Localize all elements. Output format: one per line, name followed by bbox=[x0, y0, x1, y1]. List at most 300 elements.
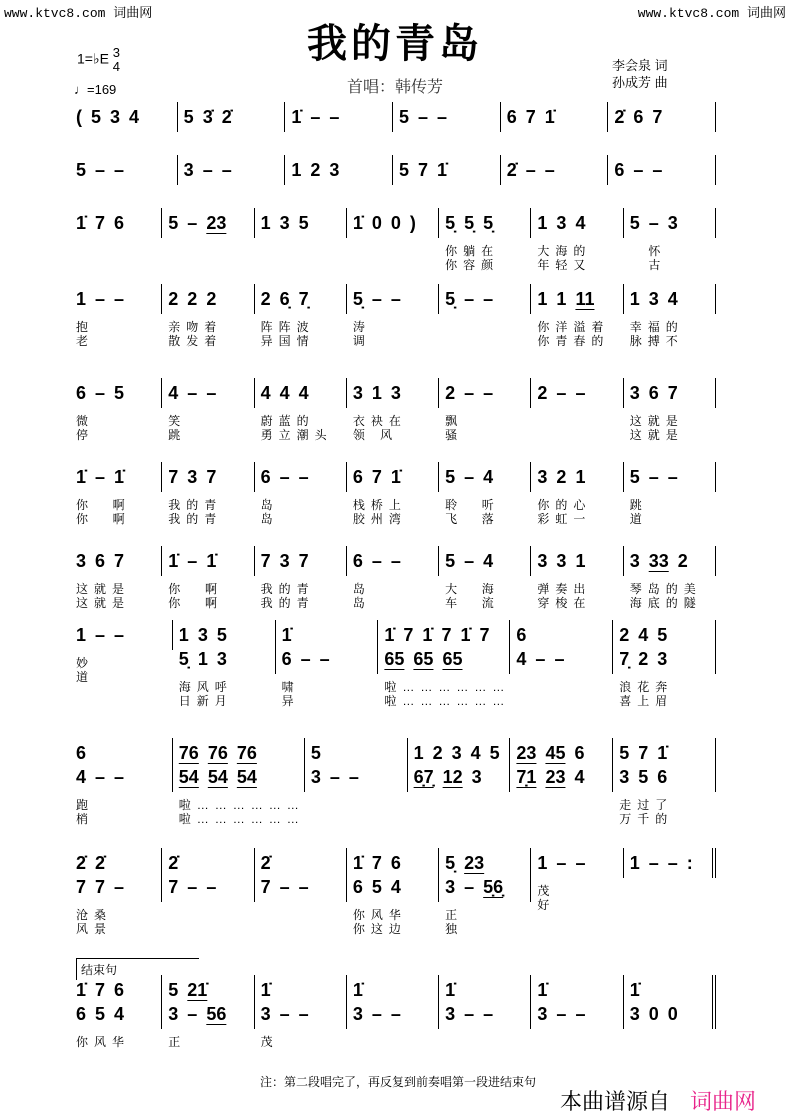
note: 3 bbox=[76, 551, 87, 571]
note: 7 bbox=[418, 160, 429, 180]
lyric-line-1: 栈桥上 bbox=[352, 498, 407, 512]
measure bbox=[255, 975, 347, 1063]
upper-voice bbox=[516, 741, 612, 765]
score-row bbox=[70, 620, 716, 708]
note: 7 bbox=[206, 467, 217, 487]
note: 1̇ bbox=[76, 980, 87, 1000]
hold-dash: – bbox=[95, 289, 106, 309]
hold-dash: – bbox=[187, 213, 198, 233]
lyrics bbox=[70, 414, 162, 442]
note: 1̇ bbox=[76, 213, 87, 233]
measure bbox=[255, 848, 347, 936]
hold-dash: – bbox=[114, 877, 125, 897]
note: 6̣7̣ bbox=[413, 767, 434, 787]
note: 23 bbox=[206, 213, 227, 233]
measure bbox=[162, 546, 254, 610]
lyrics bbox=[347, 908, 439, 936]
lyrics bbox=[70, 656, 173, 684]
note: 1̇ bbox=[460, 625, 471, 645]
measure-notes bbox=[531, 462, 623, 492]
source-credit bbox=[560, 1085, 756, 1116]
measure bbox=[531, 462, 623, 526]
note: 2̇ bbox=[76, 853, 87, 873]
note: 5 bbox=[183, 107, 194, 127]
hold-dash: – bbox=[202, 160, 213, 180]
hold-dash: – bbox=[464, 383, 475, 403]
note: 5 bbox=[310, 743, 321, 763]
note: 2̇ bbox=[95, 853, 106, 873]
note: 1 bbox=[76, 625, 87, 645]
upper-voice bbox=[261, 465, 346, 489]
lyric-line-2: 这就是 bbox=[76, 596, 131, 610]
lyric-line-2 bbox=[516, 694, 613, 708]
hold-dash: – bbox=[483, 1004, 494, 1024]
note: 5 bbox=[489, 743, 500, 763]
note: 6 bbox=[390, 853, 401, 873]
note: 1̇ bbox=[352, 213, 363, 233]
measure-notes bbox=[439, 546, 531, 576]
lyric-line-1 bbox=[76, 244, 162, 258]
upper-voice bbox=[630, 211, 715, 235]
measure bbox=[347, 975, 439, 1063]
note: 6 bbox=[574, 743, 585, 763]
lyric-line-2: 日新月 bbox=[178, 694, 233, 708]
lyric-line-1: 跳 bbox=[629, 498, 648, 512]
measure-notes bbox=[439, 462, 531, 492]
note: 3 bbox=[352, 1004, 363, 1024]
measure bbox=[531, 546, 623, 610]
lyric-line-2 bbox=[311, 812, 408, 826]
upper-voice bbox=[414, 741, 510, 765]
upper-voice bbox=[179, 741, 304, 765]
measure-notes bbox=[255, 462, 347, 492]
hold-dash: – bbox=[667, 853, 678, 873]
hold-dash: – bbox=[114, 289, 125, 309]
upper-voice bbox=[168, 978, 253, 1002]
lyrics bbox=[255, 1035, 347, 1063]
lyric-line-1: 涛 bbox=[352, 320, 371, 334]
note: 5 bbox=[399, 107, 410, 127]
measure-notes bbox=[531, 284, 623, 314]
lyric-line-1: 衣袂在 bbox=[352, 414, 407, 428]
lyric-line-1 bbox=[537, 414, 623, 428]
hold-dash: – bbox=[464, 1004, 475, 1024]
lyrics bbox=[531, 498, 623, 526]
lyrics bbox=[439, 320, 531, 348]
note: 6 bbox=[76, 743, 87, 763]
measure-notes bbox=[255, 546, 347, 576]
lyric-line-1 bbox=[261, 244, 347, 258]
note: 1 bbox=[178, 625, 189, 645]
note: 1̇ bbox=[114, 467, 125, 487]
note: 3̇ bbox=[202, 107, 213, 127]
note: 4 bbox=[575, 213, 586, 233]
lyric-line-1: 怀 bbox=[629, 244, 667, 258]
upper-voice bbox=[353, 381, 438, 405]
lyric-line-2 bbox=[261, 1049, 347, 1063]
note: 5 bbox=[168, 213, 179, 233]
lyric-line-1: 走过了 bbox=[619, 798, 674, 812]
upper-voice bbox=[261, 381, 346, 405]
note: 0 bbox=[371, 213, 382, 233]
key-label: 1=♭E bbox=[77, 50, 109, 67]
lyrics bbox=[347, 320, 439, 348]
upper-voice bbox=[630, 465, 715, 489]
note: 5̣ bbox=[445, 213, 456, 233]
note: 3 bbox=[216, 649, 227, 669]
measure bbox=[624, 378, 716, 442]
score-row bbox=[70, 378, 716, 442]
note: 54 bbox=[178, 767, 199, 787]
lower-voice bbox=[261, 875, 346, 899]
lyric-line-1 bbox=[537, 1035, 623, 1049]
measure bbox=[531, 378, 623, 442]
measure bbox=[162, 848, 254, 936]
lyric-line-2: 调 bbox=[352, 334, 371, 348]
note: 4 bbox=[638, 625, 649, 645]
lyric-line-2: 这就是 bbox=[629, 428, 684, 442]
hold-dash: – bbox=[114, 625, 125, 645]
note: 2 bbox=[310, 160, 321, 180]
lyrics bbox=[162, 244, 254, 272]
lyric-line-1 bbox=[311, 798, 408, 812]
note: 5̣6̣ bbox=[483, 877, 504, 897]
song-title: 我的青岛 bbox=[307, 20, 483, 67]
lower-voice bbox=[537, 1002, 622, 1026]
measure-notes bbox=[162, 208, 254, 238]
hold-dash: – bbox=[221, 160, 232, 180]
measure-notes bbox=[255, 208, 347, 238]
hold-dash: – bbox=[300, 649, 311, 669]
measure bbox=[162, 975, 254, 1063]
lyrics bbox=[439, 414, 531, 442]
measure-notes bbox=[255, 848, 347, 902]
lyrics bbox=[347, 1035, 439, 1063]
upper-voice bbox=[614, 105, 715, 129]
note: 7̣ bbox=[298, 289, 309, 309]
note: 4 bbox=[667, 289, 678, 309]
lyrics bbox=[510, 680, 613, 708]
measure-notes bbox=[162, 462, 254, 492]
lyrics bbox=[439, 582, 531, 610]
upper-voice bbox=[445, 381, 530, 405]
lyric-line-1 bbox=[168, 908, 254, 922]
lyric-line-2: 啦……………… bbox=[178, 812, 305, 826]
hold-dash: – bbox=[554, 649, 565, 669]
note: 4 bbox=[279, 383, 290, 403]
note: 1 bbox=[629, 853, 640, 873]
note: 23 bbox=[516, 743, 537, 763]
measure-notes bbox=[276, 620, 379, 674]
measure-notes bbox=[624, 462, 716, 492]
lower-voice bbox=[261, 1002, 346, 1026]
lyric-line-1 bbox=[353, 244, 439, 258]
lyric-line-2 bbox=[168, 258, 254, 272]
hold-dash: – bbox=[371, 1004, 382, 1024]
hold-dash: – bbox=[187, 877, 198, 897]
lyric-line-1: 沧桑 bbox=[76, 908, 113, 922]
measure bbox=[305, 738, 408, 826]
measure-notes bbox=[70, 620, 173, 650]
note: 3 bbox=[629, 1004, 640, 1024]
note: 23 bbox=[464, 853, 485, 873]
upper-voice bbox=[619, 623, 715, 647]
note: 6 bbox=[352, 467, 363, 487]
lyrics bbox=[305, 798, 408, 826]
note: 1 bbox=[537, 213, 548, 233]
lyric-line-2: 啦……………… bbox=[384, 694, 511, 708]
lyric-line-1 bbox=[614, 191, 716, 205]
note: ( bbox=[76, 107, 82, 127]
measure bbox=[347, 546, 439, 610]
lyrics bbox=[378, 680, 510, 708]
hold-dash: – bbox=[667, 467, 678, 487]
lyric-line-1: 正 bbox=[168, 1035, 187, 1049]
upper-voice bbox=[168, 851, 253, 875]
lyric-line-1: 啸 bbox=[281, 680, 300, 694]
lyric-line-1: 啦……………… bbox=[384, 680, 511, 694]
note: 3 bbox=[537, 1004, 548, 1024]
note: 4 bbox=[470, 743, 481, 763]
note: 6 bbox=[506, 107, 517, 127]
upper-voice bbox=[537, 549, 622, 573]
measure-notes bbox=[178, 155, 286, 185]
measure bbox=[276, 620, 379, 708]
note: 6 bbox=[352, 551, 363, 571]
measure bbox=[162, 208, 254, 272]
note: 1 bbox=[197, 649, 208, 669]
measure-notes bbox=[347, 208, 439, 238]
measure bbox=[347, 378, 439, 442]
lyric-line-1 bbox=[630, 884, 716, 898]
note: 3 bbox=[556, 551, 567, 571]
brand-link[interactable]: 词曲网 bbox=[690, 1089, 757, 1114]
hold-dash: – bbox=[464, 289, 475, 309]
lyric-line-2: 散发着 bbox=[168, 334, 223, 348]
note: 3 bbox=[667, 213, 678, 233]
lyrics bbox=[255, 414, 347, 442]
lyric-line-2 bbox=[445, 1049, 531, 1063]
measure-notes bbox=[439, 208, 531, 238]
measure bbox=[70, 620, 173, 708]
lyrics bbox=[624, 244, 716, 272]
hold-dash: – bbox=[544, 160, 555, 180]
note: 7 bbox=[652, 107, 663, 127]
measure-notes bbox=[613, 620, 716, 674]
measure-notes bbox=[608, 155, 716, 185]
note: 7 bbox=[479, 625, 490, 645]
note: 5 bbox=[114, 383, 125, 403]
lyric-line-2: 我的青 bbox=[168, 512, 223, 526]
hold-dash: – bbox=[371, 551, 382, 571]
note: 1̇ bbox=[629, 980, 640, 1000]
measure-notes bbox=[162, 284, 254, 314]
measure-notes bbox=[347, 462, 439, 492]
time-bottom: 4 bbox=[112, 59, 121, 74]
lyric-line-1 bbox=[291, 191, 393, 205]
hold-dash: – bbox=[575, 383, 586, 403]
lyric-line-1: 大海的 bbox=[537, 244, 592, 258]
note: 1 bbox=[575, 551, 586, 571]
lyric-line-1 bbox=[184, 138, 286, 152]
note: 1 bbox=[556, 289, 567, 309]
score-row bbox=[70, 284, 716, 348]
lyric-line-1: 琴岛的美 bbox=[629, 582, 702, 596]
lyrics bbox=[173, 798, 305, 826]
time-top: 3 bbox=[112, 45, 121, 60]
note: 65 bbox=[413, 649, 434, 669]
measure-notes bbox=[408, 738, 511, 792]
lyric-line-2 bbox=[76, 258, 162, 272]
hold-dash: – bbox=[464, 467, 475, 487]
lyrics bbox=[70, 582, 162, 610]
hold-dash: – bbox=[114, 767, 125, 787]
upper-voice bbox=[168, 465, 253, 489]
score-row bbox=[70, 848, 716, 936]
note: 2̇ bbox=[260, 853, 271, 873]
upper-voice bbox=[630, 978, 712, 1002]
upper-voice bbox=[76, 549, 161, 573]
note: 5̣ bbox=[178, 649, 189, 669]
lyrics bbox=[255, 244, 347, 272]
measure-notes bbox=[531, 975, 623, 1029]
note: 3 bbox=[537, 551, 548, 571]
lyric-line-1 bbox=[399, 138, 501, 152]
lyric-line-1: 茂 bbox=[260, 1035, 279, 1049]
note: 1̇ bbox=[657, 743, 668, 763]
lyrics bbox=[255, 582, 347, 610]
measure-notes bbox=[624, 284, 716, 314]
hold-dash: – bbox=[390, 551, 401, 571]
hold-dash: – bbox=[114, 160, 125, 180]
measure bbox=[439, 284, 531, 348]
note: 5 bbox=[445, 551, 456, 571]
lyrics bbox=[173, 680, 276, 708]
hold-dash: – bbox=[95, 767, 106, 787]
lyric-line-2: 好 bbox=[537, 898, 556, 912]
measure bbox=[70, 848, 162, 936]
measure bbox=[347, 208, 439, 272]
measure bbox=[347, 462, 439, 526]
note: 1̇ bbox=[390, 467, 401, 487]
measure bbox=[613, 738, 716, 826]
note: 1̇ bbox=[260, 980, 271, 1000]
lyric-line-1: 正 bbox=[445, 908, 464, 922]
measure bbox=[255, 208, 347, 272]
lyric-line-2: 年轻又 bbox=[537, 258, 592, 272]
upper-voice bbox=[76, 623, 172, 647]
note: 5 bbox=[371, 877, 382, 897]
hold-dash: – bbox=[648, 213, 659, 233]
hold-dash: – bbox=[298, 1004, 309, 1024]
hold-dash: – bbox=[95, 160, 106, 180]
note: 1̇ bbox=[76, 467, 87, 487]
note: 6 bbox=[114, 213, 125, 233]
lyrics bbox=[70, 1035, 162, 1063]
lyric-line-2: 你 啊 bbox=[76, 512, 131, 526]
watermark-right: www.ktvc8.com 词曲网 bbox=[637, 6, 786, 21]
hold-dash: – bbox=[525, 160, 536, 180]
measure-notes bbox=[624, 208, 716, 238]
upper-voice bbox=[537, 978, 622, 1002]
lyric-line-1 bbox=[445, 320, 531, 334]
hold-dash: – bbox=[206, 877, 217, 897]
note: 7 bbox=[168, 877, 179, 897]
measure-notes bbox=[501, 155, 609, 185]
hold-dash: – bbox=[648, 853, 659, 873]
measure-notes bbox=[162, 546, 254, 576]
lyric-line-1: 岛 bbox=[352, 582, 371, 596]
measure-notes bbox=[70, 462, 162, 492]
measure bbox=[70, 462, 162, 526]
upper-voice bbox=[630, 851, 712, 875]
note: 5̣ bbox=[464, 213, 475, 233]
lyric-line-1 bbox=[516, 680, 613, 694]
hold-dash: – bbox=[348, 767, 359, 787]
note: 5 bbox=[399, 160, 410, 180]
measure bbox=[408, 738, 511, 826]
measure bbox=[531, 284, 623, 348]
measure-notes bbox=[178, 102, 286, 132]
lyric-line-2 bbox=[445, 334, 531, 348]
note: 1̇ bbox=[281, 625, 292, 645]
measure-notes bbox=[501, 102, 609, 132]
measure bbox=[162, 284, 254, 348]
measure-notes bbox=[347, 546, 439, 576]
note: 6 bbox=[648, 383, 659, 403]
lyric-line-2: 勇立潮头 bbox=[260, 428, 333, 442]
note: 76 bbox=[207, 743, 228, 763]
note: 2̇ bbox=[168, 853, 179, 873]
lyrics bbox=[439, 908, 531, 936]
upper-voice bbox=[445, 465, 530, 489]
measure-notes bbox=[347, 975, 439, 1029]
measure-notes bbox=[173, 738, 305, 792]
upper-voice bbox=[76, 978, 161, 1002]
lower-voice bbox=[353, 875, 438, 899]
note: 3 bbox=[279, 213, 290, 233]
hold-dash: – bbox=[575, 1004, 586, 1024]
measure-notes bbox=[531, 546, 623, 576]
note: 12 bbox=[442, 767, 463, 787]
note: 5̣ bbox=[352, 289, 363, 309]
hold-dash: – bbox=[556, 383, 567, 403]
lyrics bbox=[255, 498, 347, 526]
note: 7̣1 bbox=[516, 767, 537, 787]
note: 1̇ bbox=[291, 107, 302, 127]
upper-voice bbox=[353, 465, 438, 489]
note: : bbox=[686, 853, 693, 873]
measure-notes bbox=[347, 284, 439, 314]
upper-voice bbox=[261, 978, 346, 1002]
lower-voice bbox=[516, 647, 612, 671]
hold-dash: – bbox=[652, 160, 663, 180]
upper-voice bbox=[353, 211, 438, 235]
lyric-line-1: 笑 bbox=[168, 414, 187, 428]
note: 6 bbox=[114, 980, 125, 1000]
measure bbox=[439, 546, 531, 610]
note: 3 bbox=[310, 767, 321, 787]
note: 7 bbox=[525, 107, 536, 127]
measure bbox=[70, 738, 173, 826]
hold-dash: – bbox=[95, 383, 106, 403]
note: 4 bbox=[76, 767, 87, 787]
lyric-line-2: 你这边 bbox=[352, 922, 407, 936]
note: 2̇ bbox=[614, 107, 625, 127]
score-row bbox=[70, 208, 716, 272]
note: 5 bbox=[445, 467, 456, 487]
measure-notes bbox=[439, 848, 531, 902]
